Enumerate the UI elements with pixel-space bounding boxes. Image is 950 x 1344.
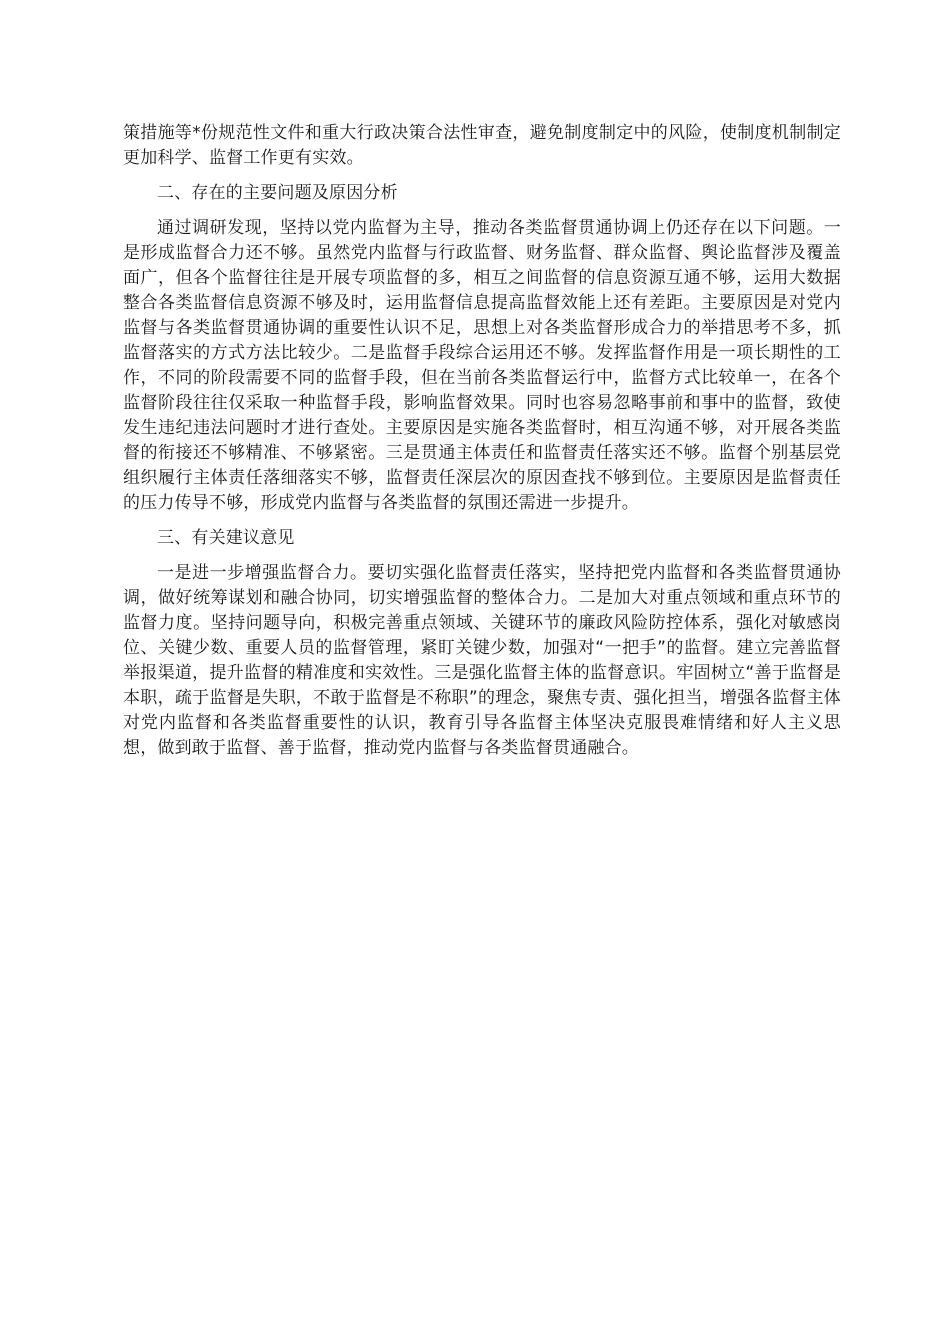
document-body <box>123 121 841 761</box>
section-heading-problems: 二、存在的主要问题及原因分析 <box>157 183 398 203</box>
paragraph-problems: 通过调研发现，坚持以党内监督为主导，推动各类监督贯通协调上仍还存在以下问题。一是形成监督合力还不够。虽然党内监督与行政监督、财务监督、群众监督、舆论监督涉及覆盖面广，但各个监督往往是开展专项监督的多，相互之间监督的信息资源互通不够，运用大数据整合各类监督信息资源不够及时，运用监督信息提高监督效能上还有差距。主要原因是对党内监督与各类监督贯通协调的重要性认识不足，思想上对各类监督形成合力的举措思考不多，抓监督落实的方式方法比较少。二是监督手段综合运用还不够。发挥监督作用是一项长期性的工作，不同的阶段需要不同的监督手段，但在当前各类监督运行中，监督方式比较单一，在各个监督阶段往往仅采取一种监督手段，影响监督效果。同时也容易忽略事前和事中的监督，致使发生违纪违法问题时才进行查处。主要原因是实施各类监督时，相互沟通不够，对开展各类监督的衔接还不够精准、不够紧密。三是贯通主体责任和监督责任落实还不够。监督个别基层党组织履行主体责任落细落实不够，监督责任深层次的原因查找不够到位。主要原因是监督责任的压力传导不够，形成党内监督与各类监督的氛围还需进一步提升。 <box>123 218 841 513</box>
section-heading-suggestions: 三、有关建议意见 <box>157 528 295 548</box>
paragraph-continuation: 策措施等*份规范性文件和重大行政决策合法性审查，避免制度制定中的风险，使制度机制制定更加科学、监督工作更有实效。 <box>123 123 841 168</box>
paragraph-suggestions: 一是进一步增强监督合力。要切实强化监督责任落实，坚持把党内监督和各类监督贯通协调，做好统筹谋划和融合协同，切实增强监督的整体合力。二是加大对重点领域和重点环节的监督力度。坚持问题导向，积极完善重点领域、关键环节的廉政风险防控体系，强化对敏感岗位、关键少数、重要人员的监督管理，紧盯关键少数，加强对“一把手”的监督。建立完善监督举报渠道，提升监督的精准度和实效性。三是强化监督主体的监督意识。牢固树立“善于监督是本职，疏于监督是失职，不敢于监督是不称职”的理念，聚焦专责、强化担当，增强各监督主体对党内监督和各类监督重要性的认识，教育引导各监督主体坚决克服畏难情绪和好人主义思想，做到敢于监督、善于监督，推动党内监督与各类监督贯通融合。 <box>123 563 841 758</box>
